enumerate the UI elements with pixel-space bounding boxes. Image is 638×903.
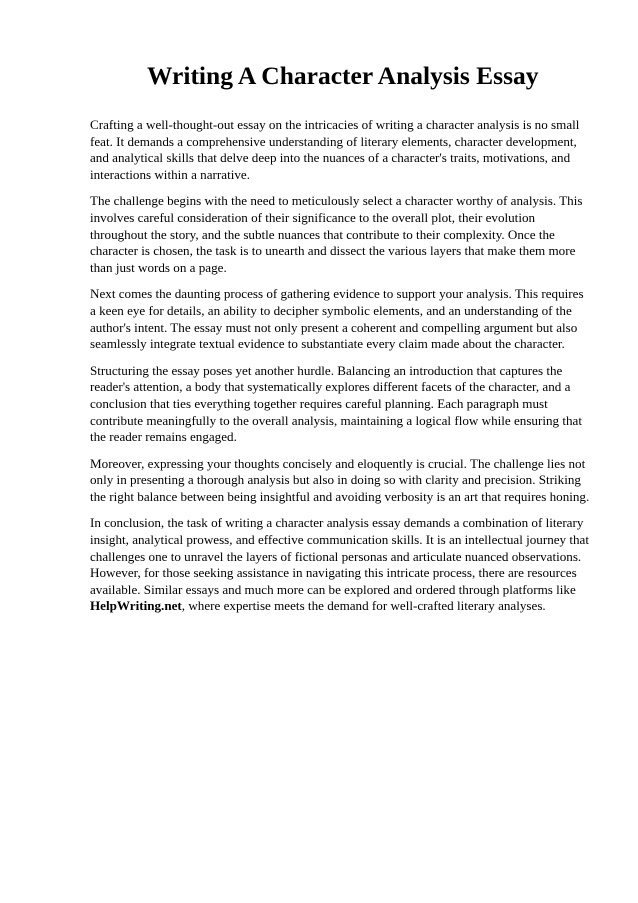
conclusion-suffix: , where expertise meets the demand for well-crafted literary analyses. [181, 598, 546, 614]
helpwriting-link[interactable]: HelpWriting.net [90, 598, 182, 614]
paragraph-conclusion [90, 515, 592, 615]
paragraph-structure: Structuring the essay poses yet another hurdle. Balancing an introduction that captures the reader's attention, a body that systematically explores different facets of the character, and a conclusion that ties everything together requires careful planning. Each paragraph must contribute meaningfully to the overall analysis, maintaining a logical flow while ensuring that the reader remains engaged. [90, 362, 582, 445]
paragraph-intro: Crafting a well-thought-out essay on the intricacies of writing a character analysis is no small feat. It demands a comprehensive understanding of literary elements, character development, and analytical skills that delve deep into the nuances of a character's traits, motivations, and interactions within a narrative. [90, 117, 580, 182]
page-title: Writing A Character Analysis Essay [147, 61, 539, 90]
paragraph-evidence: Next comes the daunting process of gathering evidence to support your analysis. This requires a keen eye for details, an ability to decipher symbolic elements, and an understanding of the author's intent. The essay must not only present a coherent and compelling argument but also seamlessly integrate textual evidence to substantiate every claim made about the character. [90, 286, 584, 352]
paragraph-expression: Moreover, expressing your thoughts concisely and eloquently is crucial. The challenge lies not only in presenting a thorough analysis but also in doing so with clarity and precision. Striking the right balance between being insightful and avoiding verbosity is an art that requires honing. [90, 455, 590, 504]
paragraph-selection: The challenge begins with the need to meticulously select a character worthy of analysis. This involves careful consideration of their significance to the overall plot, their evolution throughout the story, and the subtle nuances that contribute to their complexity. Once the character is chosen, the task is to unearth and dissect the various layers that make them more than just words on a page. [90, 193, 583, 275]
conclusion-text: In conclusion, the task of writing a character analysis essay demands a combination of literary insight, analytical prowess, and effective communication skills. It is an intellectual journey that challenges one to unravel the layers of fictional personas and articulate nuanced observations. However, for those seeking assistance in navigating this intricate process, there are resources available. Similar essays and much more can be explored and ordered through platforms like [90, 515, 590, 597]
document-body [90, 117, 592, 615]
